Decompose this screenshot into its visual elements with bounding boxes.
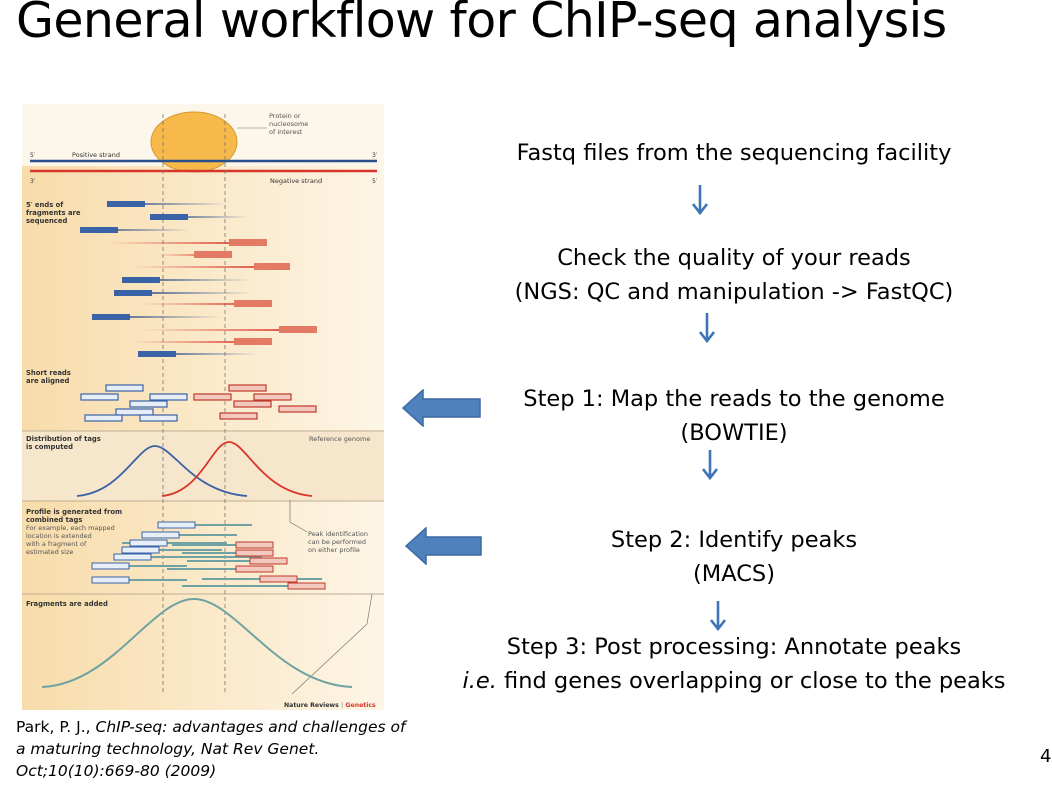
reference-genome-label: Reference genome	[309, 435, 371, 443]
step-post-rest: find genes overlapping or close to the peaks	[496, 668, 1006, 694]
three-prime-top: 3′	[372, 152, 378, 159]
panel4-label-5: with a fragment of	[26, 540, 87, 548]
slide-title: General workflow for ChIP-seq analysis	[16, 0, 947, 49]
panel4-label: Profile is generated from	[26, 508, 123, 516]
three-prime-bottom: 3′	[30, 178, 36, 185]
chipseq-figure	[22, 104, 384, 710]
arrow-down-icon	[692, 184, 708, 216]
peak-note: Peak identification	[308, 530, 369, 538]
panel1-label-2: fragments are	[26, 209, 81, 217]
positive-strand-label: Positive strand	[72, 151, 120, 159]
step-peaks-line2: (MACS)	[693, 561, 775, 587]
step-map	[494, 382, 974, 450]
five-prime-top: 5′	[30, 152, 36, 159]
step-map-line1: Step 1: Map the reads to the genome	[523, 386, 945, 412]
step-post-italic: i.e.	[462, 668, 497, 694]
step-fastq	[506, 136, 962, 170]
five-prime-bottom: 5′	[372, 178, 378, 185]
protein-label-3: of interest	[269, 128, 303, 136]
step-quality-line2: (NGS: QC and manipulation -> FastQC)	[514, 279, 954, 305]
panel2-label-2: are aligned	[26, 377, 70, 385]
peak-note-3: on either profile	[308, 546, 360, 554]
pointer-arrow-step2-icon	[405, 527, 483, 565]
step-quality-line1: Check the quality of your reads	[557, 245, 911, 271]
citation-volume: Oct;10(10):669-80 (2009)	[16, 762, 217, 780]
step-post-line1: Step 3: Post processing: Annotate peaks	[506, 634, 962, 660]
citation-line1	[16, 716, 405, 738]
citation-line2	[16, 738, 405, 760]
step-peaks-line1: Step 2: Identify peaks	[610, 527, 858, 553]
citation-line3	[16, 760, 405, 782]
arrow-down-icon	[702, 449, 718, 481]
citation-title: ChIP-seq: advantages and challenges of	[95, 718, 406, 736]
peak-note-2: can be performed	[308, 538, 367, 546]
step-post-line2	[434, 664, 1034, 698]
journal-credit: Nature Reviews | Genetics	[284, 702, 376, 709]
protein-label: Protein or	[269, 112, 301, 120]
panel5-label: Fragments are added	[26, 600, 108, 608]
panel4-label-4: location is extended	[26, 532, 92, 540]
panel1-label: 5′ ends of	[26, 201, 64, 209]
panel2-label: Short reads	[26, 369, 71, 377]
panel4-label-2: combined tags	[26, 516, 83, 524]
page-number: 4	[1040, 746, 1052, 767]
step-post-processing	[434, 630, 1034, 698]
step-fastq-text: Fastq files from the sequencing facility	[516, 140, 952, 166]
panel3-label: Distribution of tags	[26, 435, 101, 443]
protein-ellipse	[151, 112, 237, 172]
step-peaks	[494, 523, 974, 591]
pointer-arrow-step1-icon	[402, 389, 482, 427]
citation	[16, 716, 405, 782]
citation-journal: a maturing technology, Nat Rev Genet.	[16, 740, 320, 758]
negative-strand-label: Negative strand	[270, 177, 323, 185]
step-quality	[494, 241, 974, 309]
protein-label-2: nucleosome	[269, 120, 309, 128]
panel4-label-3: For example, each mapped	[26, 524, 115, 532]
arrow-down-icon	[699, 312, 715, 344]
panel3-label-2: is computed	[26, 443, 73, 451]
citation-authors: Park, P. J.,	[16, 718, 96, 736]
arrow-down-icon	[710, 600, 726, 632]
panel4-label-6: estimated size	[26, 548, 74, 556]
step-map-line2: (BOWTIE)	[680, 420, 788, 446]
panel1-label-3: sequenced	[26, 217, 68, 225]
